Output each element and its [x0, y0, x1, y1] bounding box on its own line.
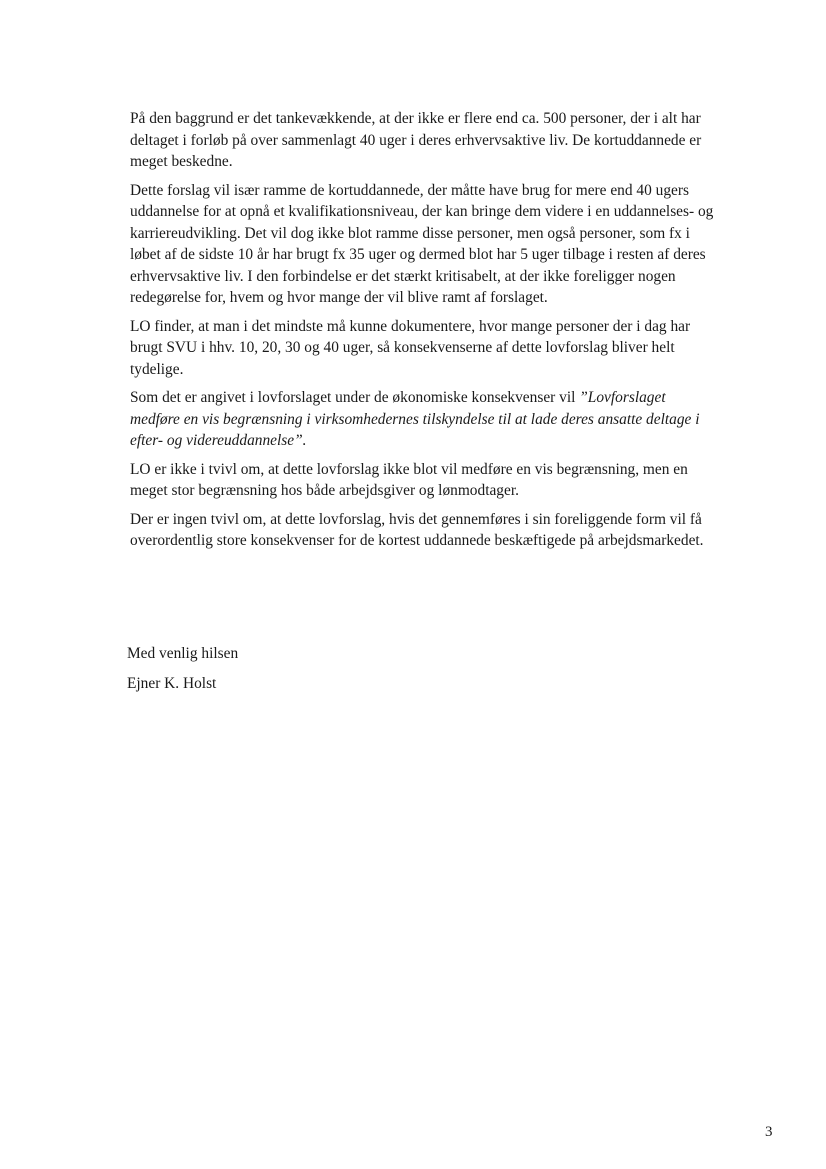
paragraph-3: LO finder, at man i det mindste må kunne dokumentere, hvor mange personer der i dag har brugt SVU i hhv. 10, 20, 30 og 40 uger, så konsekvenserne af dette lovforslag bliver helt tydelige.	[130, 317, 691, 378]
paragraph-5: LO er ikke i tvivl om, at dette lovforslag ikke blot vil medføre en vis begrænsning, men en meget stor begrænsning hos både arbejdsgiver og lønmodtager.	[130, 460, 688, 499]
paragraph-1: På den baggrund er det tankevækkende, at der ikke er flere end ca. 500 personer, der i alt har deltaget i forløb på over sammenlagt 40 uger i deres erhvervsaktive liv. De kortuddannede er meget beskedne.	[130, 110, 702, 170]
closing-greeting: Med venlig hilsen	[127, 645, 239, 662]
signatory-name: Ejner K. Holst	[127, 674, 217, 692]
quoted-text: ”Lovforslaget medføre en vis begrænsning i virksomhedernes tilskyndelse til at lade deres ansatte deltage i efter- og videreuddannelse”.	[130, 389, 700, 449]
quote-prefix: Som det er angivet i lovforslaget under de økonomiske konsekvenser vil	[130, 389, 580, 406]
paragraph-2: Dette forslag vil især ramme de kortuddannede, der måtte have brug for mere end 40 ugers uddannelse for at opnå et kvalifikationsniveau, der kan bringe dem videre i en uddannelses- og karriereudvikling. Det vil dog ikke blot ramme disse personer, men også personer, som fx i løbet af de sidste 10 år har brugt fx 35 uger og dermed blot har 5 uger tilbage i resten af deres erhvervsaktive liv. I den forbindelse er det stærkt kritisabelt, at der ikke foreligger nogen redegørelse for, hvem og hvor mange der vil blive ramt af forslaget.	[130, 181, 714, 306]
paragraph-quote	[130, 387, 714, 452]
letter-closing	[127, 643, 238, 702]
letter-body	[130, 108, 714, 559]
paragraph-6: Der er ingen tvivl om, at dette lovforslag, hvis det gennemføres i sin foreliggende form vil få overordentlig store konsekvenser for de kortest uddannede beskæftigede på arbejdsmarkedet.	[130, 510, 704, 549]
page-number: 3	[765, 1124, 773, 1140]
